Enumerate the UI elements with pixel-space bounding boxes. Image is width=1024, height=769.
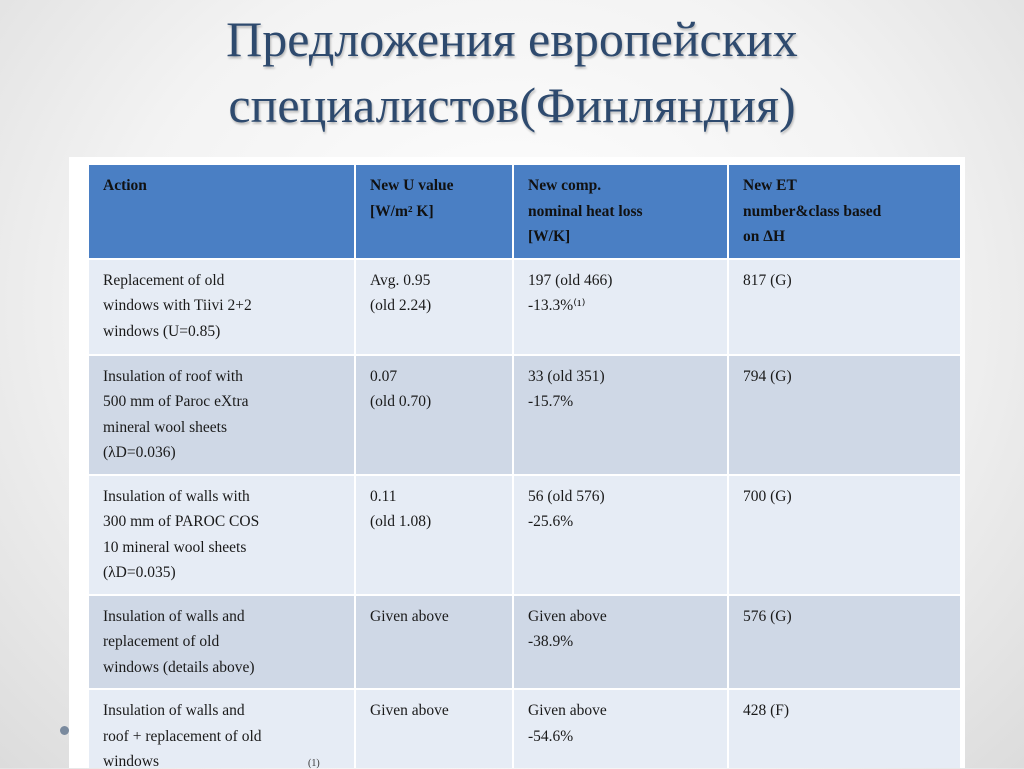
cell-u-value bbox=[356, 260, 512, 354]
cell-text: 576 (G) bbox=[743, 607, 792, 625]
cell-et-number bbox=[729, 260, 960, 354]
table-row bbox=[89, 476, 960, 594]
cell-text: 197 (old 466) -13.3%⁽¹⁾ bbox=[528, 271, 613, 314]
table-row bbox=[89, 596, 960, 689]
cell-text: 700 (G) bbox=[743, 487, 792, 505]
header-heat-loss-label: New comp. nominal heat loss [W/K] bbox=[528, 177, 643, 245]
cell-text: 56 (old 576) -25.6% bbox=[528, 487, 605, 530]
cell-text: 428 (F) bbox=[743, 702, 790, 719]
cell-action bbox=[89, 476, 354, 594]
cell-heat-loss bbox=[514, 690, 727, 768]
cell-heat-loss bbox=[514, 596, 727, 689]
cell-text: Insulation of walls and replacement of old windows (details above) bbox=[103, 607, 255, 676]
cell-text: Given above bbox=[370, 702, 449, 719]
cell-u-value bbox=[356, 690, 512, 768]
cell-text: 33 (old 351) -15.7% bbox=[528, 367, 605, 410]
cell-et-number bbox=[729, 356, 960, 474]
cell-text: Given above -38.9% bbox=[528, 607, 607, 650]
header-et-number bbox=[729, 165, 960, 258]
cell-action bbox=[89, 596, 354, 689]
header-row bbox=[89, 165, 960, 258]
header-et-number-label: New ET number&class based on ΔH bbox=[743, 177, 882, 245]
cell-u-value bbox=[356, 356, 512, 474]
table-row bbox=[89, 356, 960, 474]
title-line-2: специалистов(Финляндия) bbox=[228, 77, 796, 133]
cell-text: Avg. 0.95 (old 2.24) bbox=[370, 271, 432, 314]
cell-heat-loss bbox=[514, 476, 727, 594]
cell-u-value bbox=[356, 596, 512, 689]
title-line-1: Предложения европейских bbox=[226, 11, 798, 67]
slide-title bbox=[0, 6, 1024, 138]
cell-text: 0.07 (old 0.70) bbox=[370, 367, 432, 410]
cell-text: 817 (G) bbox=[743, 271, 792, 289]
header-heat-loss bbox=[514, 165, 727, 258]
cell-text: Given above bbox=[370, 607, 449, 625]
table-row bbox=[89, 690, 960, 768]
cell-action bbox=[89, 260, 354, 354]
table-container bbox=[69, 157, 965, 768]
cell-text: Given above -54.6% bbox=[528, 702, 607, 745]
cell-text: 794 (G) bbox=[743, 367, 792, 385]
bullet-dot bbox=[60, 726, 69, 735]
cell-heat-loss bbox=[514, 260, 727, 354]
header-u-value-label: New U value [W/m² K] bbox=[370, 177, 454, 220]
footnote-mark: (1) bbox=[308, 758, 320, 769]
cell-action bbox=[89, 356, 354, 474]
header-u-value bbox=[356, 165, 512, 258]
measures-table bbox=[87, 163, 962, 768]
cell-text: Insulation of walls with 300 mm of PAROC COS 10 mineral wool sheets (λD=0.035) bbox=[103, 487, 260, 581]
header-action bbox=[89, 165, 354, 258]
cell-text: Replacement of old windows with Tiivi 2+2 windows (U=0.85) bbox=[103, 271, 252, 340]
table-row bbox=[89, 260, 960, 354]
cell-et-number bbox=[729, 596, 960, 689]
cell-et-number bbox=[729, 476, 960, 594]
cell-text: Insulation of roof with 500 mm of Paroc eXtra mineral wool sheets (λD=0.036) bbox=[103, 367, 249, 461]
cell-et-number bbox=[729, 690, 960, 768]
header-action-label: Action bbox=[103, 177, 147, 194]
cell-heat-loss bbox=[514, 356, 727, 474]
cell-u-value bbox=[356, 476, 512, 594]
cell-text: 0.11 (old 1.08) bbox=[370, 487, 432, 530]
cell-text: Insulation of walls and roof + replacement of old windows bbox=[103, 702, 262, 768]
cell-action bbox=[89, 690, 354, 768]
